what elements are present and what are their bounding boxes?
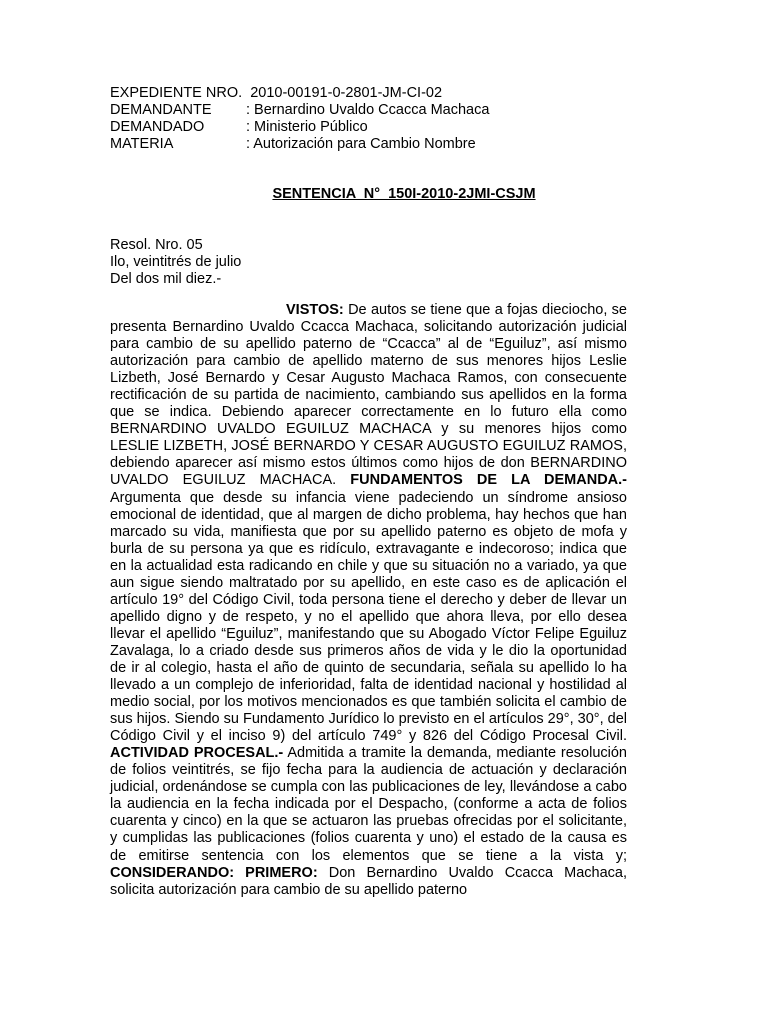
resolution-place-date: Ilo, veintitrés de julio xyxy=(110,254,242,270)
demandante-value: : Bernardino Uvaldo Ccacca Machaca xyxy=(246,102,490,118)
demandado-row xyxy=(110,119,489,136)
considerando-heading: CONSIDERANDO: PRIMERO: xyxy=(110,864,318,881)
actividad-text: Admitida a tramite la demanda, mediante resolución de folios veintitrés, se fijo fecha para la audiencia de actuación y declaración judicial, ordenándose se cumpla con las publicaciones de ley, llevándose a cabo la audiencia en la fecha indicada por el Despacho, (conforme a acta de folios cuarenta y cinco) en la que se actuaron las pruebas ofrecidas por el solicitante, y cumplidas las publicaciones (folios cuarenta y uno) el estado de la causa es de emitirse sentencia con los elementos que se tiene a la vista y; xyxy=(110,745,627,864)
resolution-year: Del dos mil diez.- xyxy=(110,271,222,287)
materia-label: MATERIA xyxy=(110,136,174,152)
actividad-heading: ACTIVIDAD PROCESAL.- xyxy=(110,745,284,762)
fundamentos-heading: FUNDAMENTOS DE LA DEMANDA.- xyxy=(350,472,627,489)
sentence-body xyxy=(110,302,627,899)
case-header xyxy=(110,85,489,153)
resolution-number: Resol. Nro. 05 xyxy=(110,237,203,253)
materia-row xyxy=(110,136,489,153)
demandado-label: DEMANDADO xyxy=(110,119,205,135)
considerando-text: Don Bernardino Uvaldo Ccacca Machaca, solicita autorización para cambio de su apellido paterno xyxy=(110,864,627,898)
vistos-text: De autos se tiene que a fojas dieciocho, se presenta Bernardino Uvaldo Ccacca Machaca, solicitando autorización judicial para cambio de su apellido paterno de “Ccacca” al de “Eguiluz”, así mismo autorización para cambio de apellido materno de sus menores hijos Leslie Lizbeth, José Bernardo y Cesar Augusto Machaca Ramos, con consecuente rectificación de su partida de nacimiento, cambiando sus apellidos en la forma que se indica. Debiendo aparecer correctamente en lo futuro ella como BERNARDINO UVALDO EGUILUZ MACHACA y su menores hijos como LESLIE LIZBETH, JOSÉ BERNARDO Y CESAR AUGUSTO EGUILUZ RAMOS, debiendo aparecer así mismo estos últimos como hijos de don BERNARDINO UVALDO EGUILUZ MACHACA. xyxy=(110,302,627,489)
resolution-block xyxy=(110,237,241,288)
demandante-row xyxy=(110,102,489,119)
sentence-title: SENTENCIA N° 150I-2010-2JMI-CSJM xyxy=(272,186,536,202)
fundamentos-text: Argumenta que desde su infancia viene padeciendo un síndrome ansioso emocional de identidad, que al margen de dicho problema, hay hechos que han marcado su vida, manifiesta que por su apellido paterno es objeto de mofa y burla de su persona ya que es ridículo, extravagante e indecoroso; indica que en la actualidad esta radicando en chile y que su situación no a variado, ya que aun sigue siendo maltratado por su apellido, en este caso es de aplicación el artículo 19° del Código Civil, toda persona tiene el derecho y deber de llevar un apellido digno y de respeto, y no el apellido que ahora lleva, por ello desea llevar el apellido “Eguiluz”, manifestando que su Abogado Víctor Felipe Eguiluz Zavalaga, lo a criado desde sus primeros años de vida y le dio la oportunidad de ir al colegio, hasta el año de quinto de secundaria, señala su apellido lo ha llevado a un complejo de inferioridad, falta de identidad nacional y hostilidad al medio social, por los motivos mencionados es que también solicita el cambio de sus hijos. Siendo su Fundamento Jurídico lo previsto en el artículos 29°, 30°, del Código Civil y el inciso 9) del artículo 749° y 826 del Código Procesal Civil. xyxy=(110,489,627,745)
demandado-value: : Ministerio Público xyxy=(246,119,368,135)
expediente-row xyxy=(110,85,489,102)
expediente-label: EXPEDIENTE NRO. xyxy=(110,85,243,101)
materia-value: : Autorización para Cambio Nombre xyxy=(246,136,476,152)
vistos-heading: VISTOS: xyxy=(286,302,344,318)
demandante-label: DEMANDANTE xyxy=(110,102,212,118)
expediente-value: 2010-00191-0-2801-JM-CI-02 xyxy=(250,85,443,101)
